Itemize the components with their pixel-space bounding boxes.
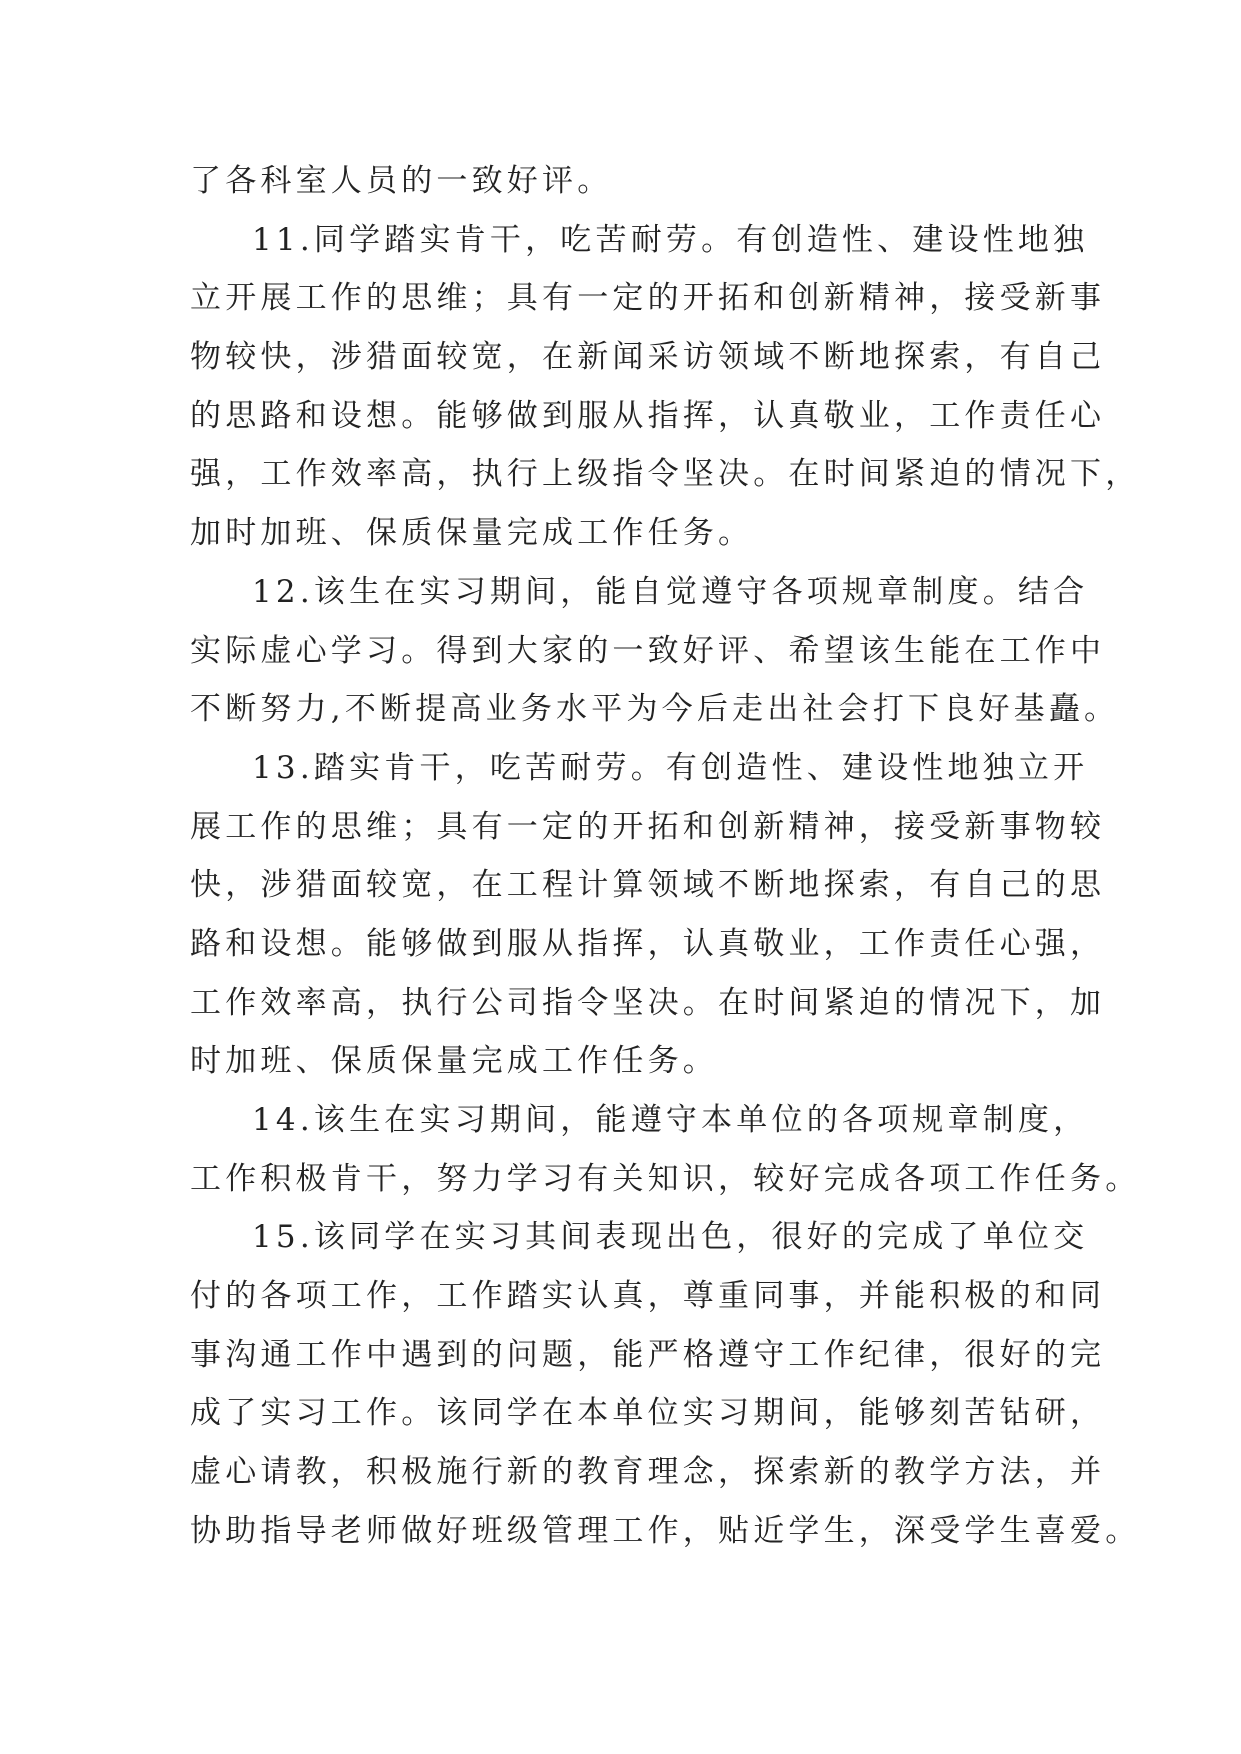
text-line: 物较快，涉猎面较宽，在新闻采访领域不断地探索，有自己 (190, 339, 1106, 376)
text-line: 工作效率高，执行公司指令坚决。在时间紧迫的情况下，加 (190, 984, 1106, 1021)
text-line: 快，涉猎面较宽，在工程计算领域不断地探索，有自己的思 (190, 867, 1106, 904)
text-line: 12.该生在实习期间，能自觉遵守各项规章制度。结合 (252, 573, 1089, 610)
text-line: 工作积极肯干，努力学习有关知识，较好完成各项工作任务。 (190, 1160, 1141, 1197)
text-line: 14.该生在实习期间，能遵守本单位的各项规章制度， (252, 1102, 1089, 1138)
text-line: 付的各项工作，工作踏实认真，尊重同事，并能积极的和同 (190, 1278, 1106, 1315)
text-line: 11.同学踏实肯干，吃苦耐劳。有创造性、建设性地独 (252, 221, 1089, 258)
text-line: 的思路和设想。能够做到服从指挥，认真敬业，工作责任心 (190, 397, 1106, 434)
text-line: 13.踏实肯干，吃苦耐劳。有创造性、建设性地独立开 (252, 749, 1089, 786)
text-line: 协助指导老师做好班级管理工作，贴近学生，深受学生喜爱。 (190, 1512, 1141, 1549)
text-line: 加时加班、保质保量完成工作任务。 (190, 515, 754, 552)
text-line: 事沟通工作中遇到的问题，能严格遵守工作纪律，很好的完 (190, 1336, 1106, 1373)
text-line: 实际虚心学习。得到大家的一致好评、希望该生能在工作中 (190, 632, 1106, 669)
text-line: 路和设想。能够做到服从指挥，认真敬业，工作责任心强， (190, 925, 1106, 962)
document-body (190, 152, 1141, 1561)
text-line: 虚心请教，积极施行新的教育理念，探索新的教学方法，并 (190, 1454, 1106, 1491)
text-line: 成了实习工作。该同学在本单位实习期间，能够刻苦钻研， (190, 1395, 1106, 1432)
text-line: 时加班、保质保量完成工作任务。 (190, 1043, 718, 1080)
text-line: 了各科室人员的一致好评。 (190, 163, 613, 199)
text-line: 强，工作效率高，执行上级指令坚决。在时间紧迫的情况下， (190, 456, 1141, 493)
text-line: 不断努力,不断提高业务水平为今后走出社会打下良好基矗。 (190, 691, 1120, 728)
text-line: 15.该同学在实习其间表现出色，很好的完成了单位交 (252, 1219, 1089, 1256)
text-line: 立开展工作的思维；具有一定的开拓和创新精神，接受新事 (190, 280, 1106, 317)
text-line: 展工作的思维；具有一定的开拓和创新精神，接受新事物较 (190, 808, 1106, 845)
